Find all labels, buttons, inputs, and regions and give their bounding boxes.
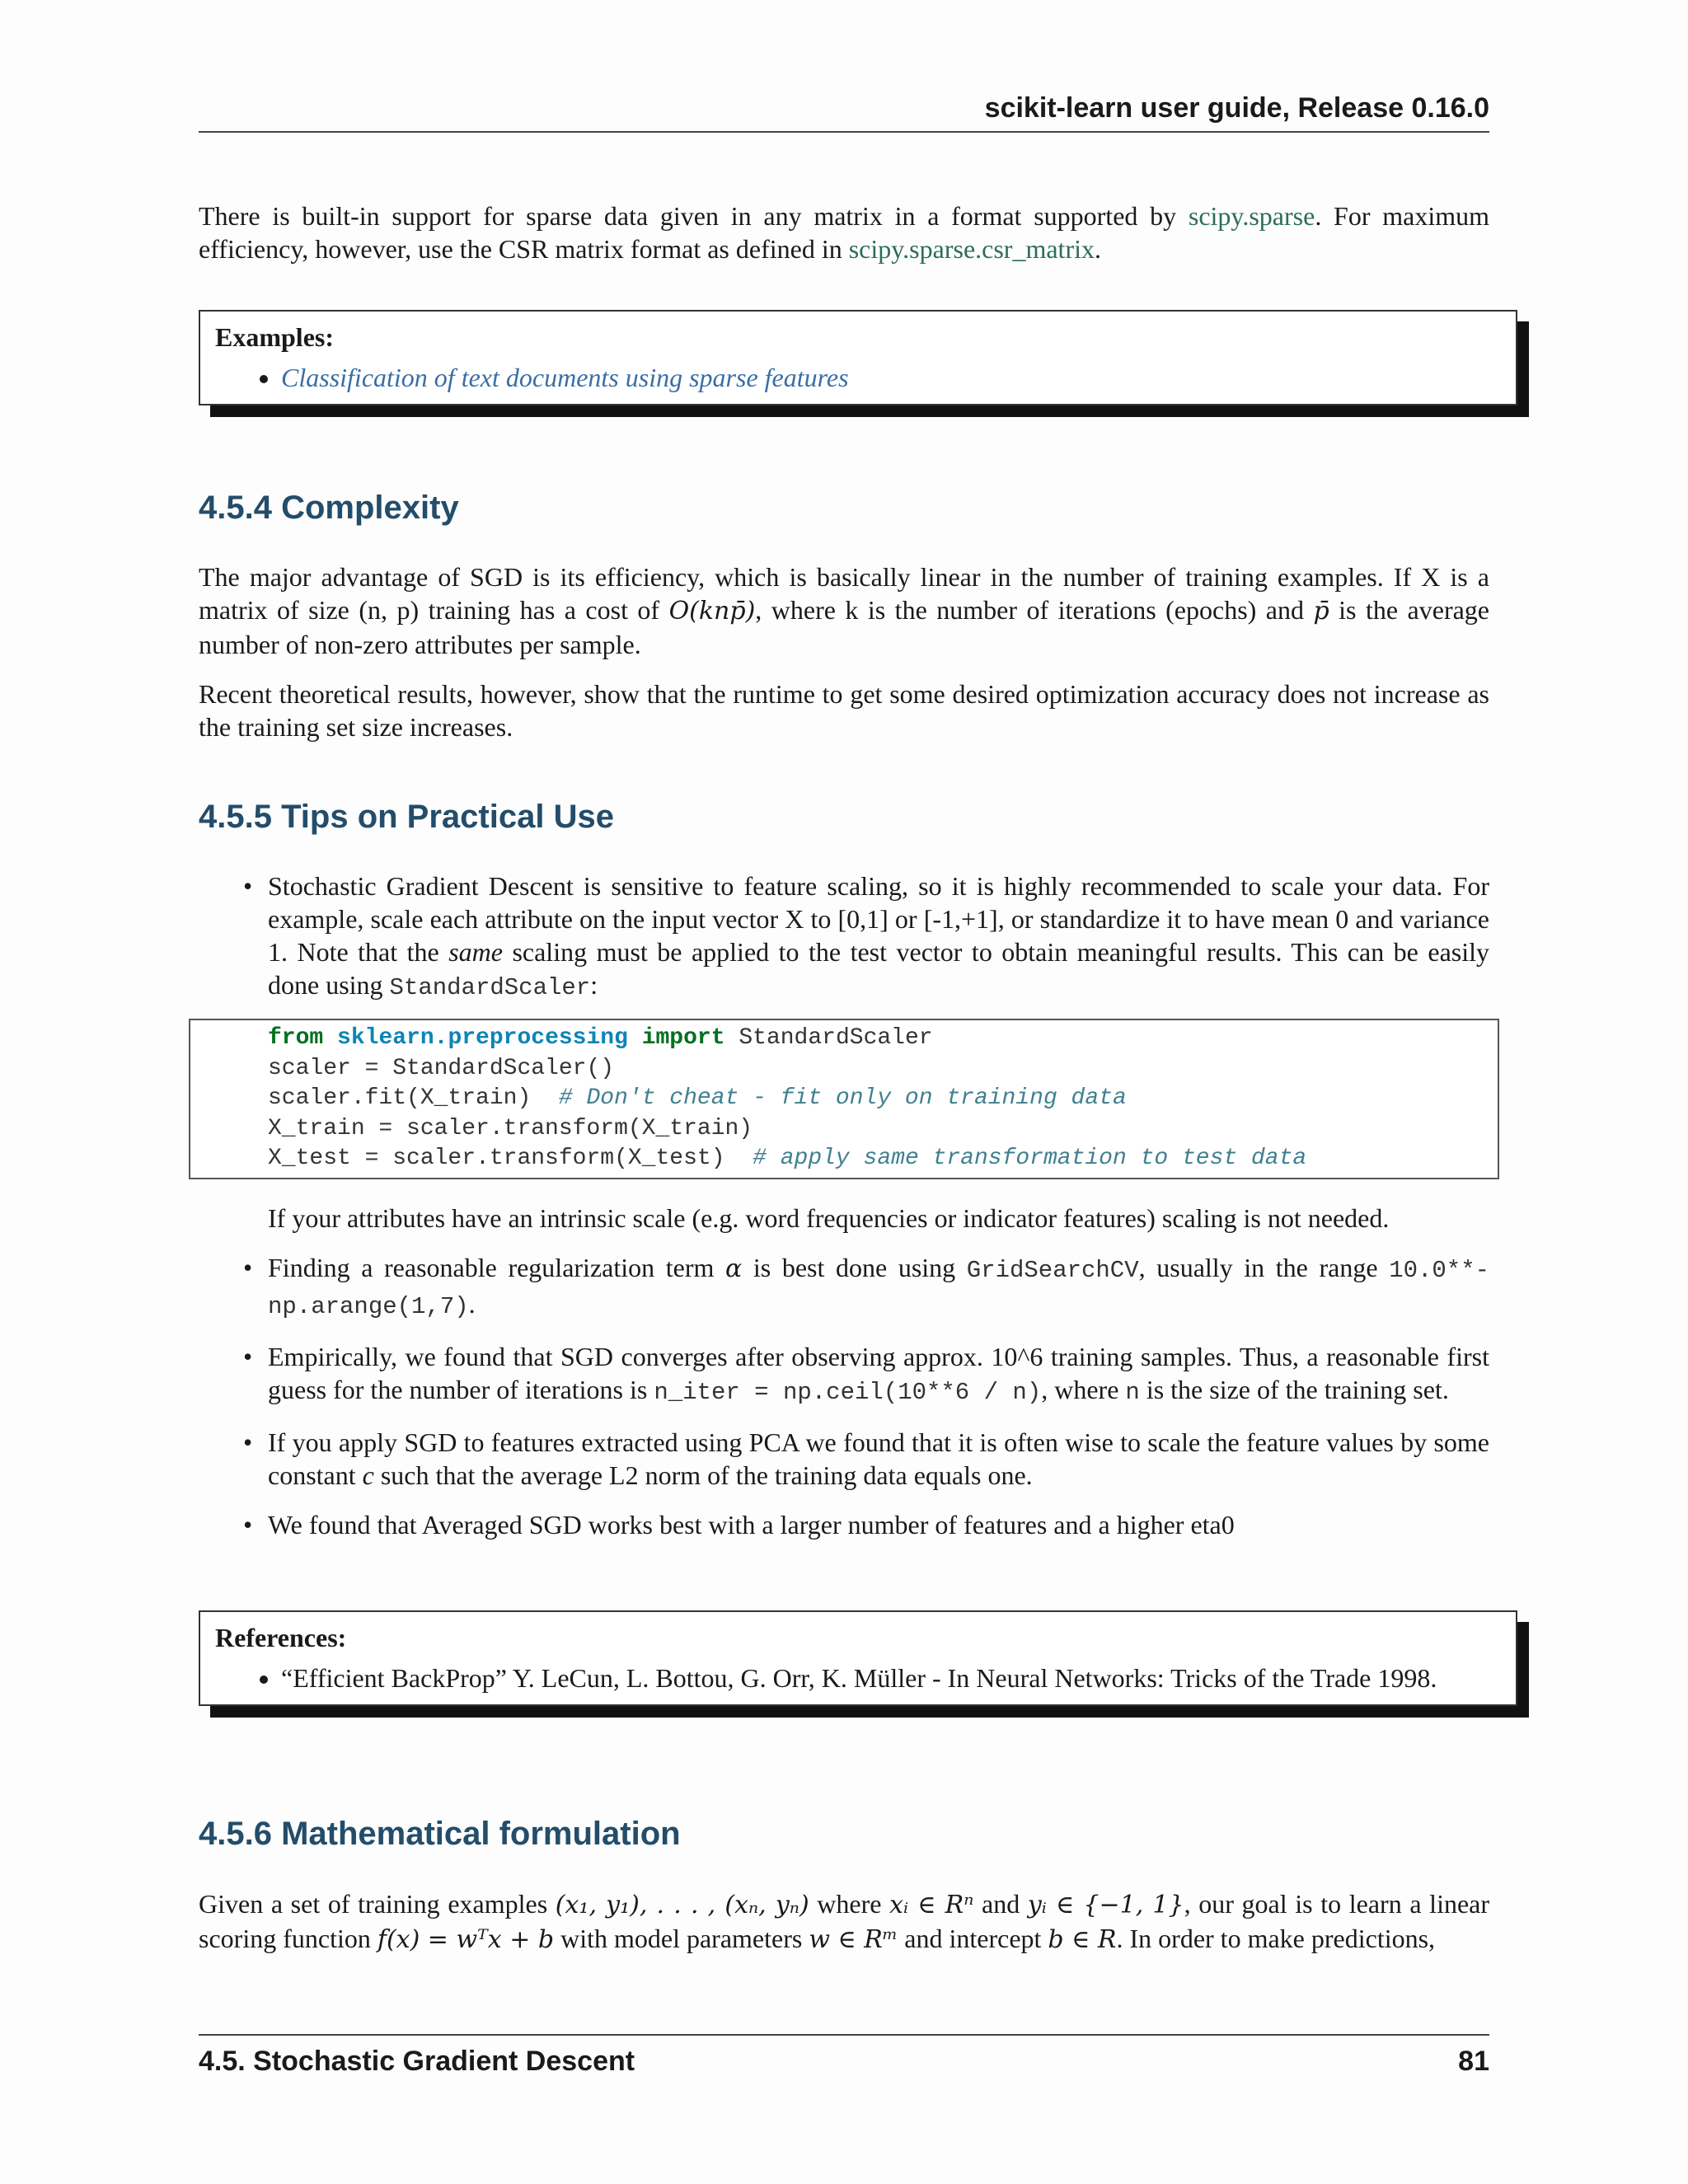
math-expression: O(knp̄) (668, 597, 756, 626)
section-heading-complexity: 4.5.4 Complexity (199, 490, 459, 526)
scipy-sparse-link[interactable]: scipy.sparse (1188, 201, 1315, 231)
complexity-text (199, 560, 1489, 743)
list-item: • Empirically, we found that SGD converges after observing approx. 10^6 training samples. Thus, a reasonable first guess for the number of iterations is n_iter = np.ceil(10**6 / n), where n is the size of the training set. (243, 1342, 1489, 1406)
examples-title: Examples: (215, 322, 334, 352)
inline-code: StandardScaler (389, 974, 591, 1001)
csr-matrix-link[interactable]: scipy.sparse.csr_matrix (848, 234, 1095, 264)
list-item: • We found that Averaged SGD works best with a larger number of features and a higher eta0 (243, 1510, 1235, 1540)
list-item: • Stochastic Gradient Descent is sensitive to feature scaling, so it is highly recommended to scale your data. For example, scale each attribute on the input vector X to [0,1] or [-1,+1], or standardize it to have mean 0 and variance 1. Note that the same scaling must be applied to the test vector to obtain meaningful results. This can be easily done using StandardScaler: (243, 871, 1490, 1001)
math-paragraph: Given a set of training examples (x₁, y₁), . . . , (xₙ, yₙ) where xᵢ ∈ Rⁿ and yᵢ ∈ {−1, 1}, our goal is to learn a linear scoring function f(x) = wᵀx + b with model parameters w ∈ Rᵐ and intercept b ∈ R. In order to make predictions, (199, 1889, 1490, 1954)
example-link[interactable]: Classification of text documents using sparse features (281, 363, 849, 392)
math-expression: p̄ (1313, 597, 1329, 626)
complexity-paragraph-2: Recent theoretical results, however, show that the runtime to get some desired optimization accuracy does not increase as the training set size increases. (199, 679, 1489, 742)
running-header: scikit-learn user guide, Release 0.16.0 (199, 92, 1489, 133)
section-heading-math: 4.5.6 Mathematical formulation (199, 1816, 681, 1852)
page-number: 81 (1458, 2046, 1489, 2077)
section-heading-tips: 4.5.5 Tips on Practical Use (199, 799, 614, 835)
complexity-paragraph-1: The major advantage of SGD is its efficiency, which is basically linear in the number of training examples. If X is a matrix of size (n, p) training has a cost of O(knp̄), where k is the number of iterations (epochs) and p̄ is the average number of non-zero attributes per sample. (199, 562, 1490, 659)
page-footer (199, 2034, 1489, 2078)
list-item: • If you apply SGD to features extracted using PCA we found that it is often wise to scale the feature values by some constant c such that the average L2 norm of the training data equals one. (243, 1427, 1489, 1490)
tips-bullets-rest (199, 1251, 1489, 1541)
code-block: from sklearn.preprocessing import StandardScaler scaler = StandardScaler() scaler.fit(X_train) # Don't cheat - fit only on training data X_train = scaler.transform(X_train) X_test = scaler.transform(X_test) # apply same transformation to test data (189, 1019, 1499, 1179)
list-item: • Finding a reasonable regularization term α is best done using GridSearchCV, usually in the range 10.0**-np.arange(1,7). (243, 1253, 1490, 1320)
references-title: References: (215, 1623, 347, 1652)
tips-bullet-1 (199, 869, 1489, 1005)
list-item (281, 361, 1501, 394)
tips-continued (199, 1202, 1489, 1235)
intro-paragraph: There is built-in support for sparse data given in any matrix in a format supported by scipy.sparse. For maximum efficiency, however, use the CSR matrix format as defined in scipy.sparse.csr_matrix. (199, 201, 1490, 264)
list-item: • “Efficient BackProp” Y. LeCun, L. Bottou, G. Orr, K. Müller - In Neural Networks: Tricks of the Trade 1998. (281, 1661, 1501, 1694)
examples-box (199, 310, 1517, 405)
references-box (199, 1610, 1517, 1706)
footer-section-title: 4.5. Stochastic Gradient Descent (199, 2046, 635, 2077)
after-code-paragraph: If your attributes have an intrinsic scale (e.g. word frequencies or indicator features) scaling is not needed. (268, 1203, 1390, 1233)
